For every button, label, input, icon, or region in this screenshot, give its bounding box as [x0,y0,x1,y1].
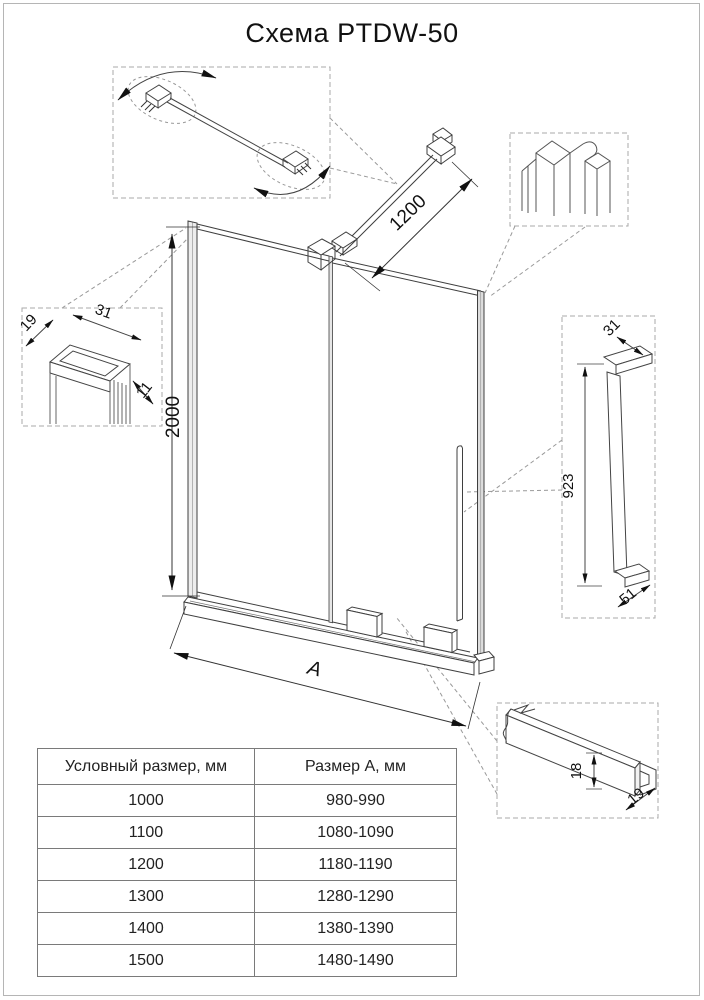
rotation-arrow-right [254,166,330,194]
page-title: Схема PTDW-50 [245,18,459,48]
cell-nominal: 1300 [38,881,255,913]
size-table [37,748,457,977]
column-header-size-a: Размер А, мм [255,749,457,785]
dim-height-label: 2000 [163,395,184,439]
column-header-nominal-size: Условный размер, мм [38,749,255,785]
table-row [38,785,457,817]
cell-nominal: 1500 [38,945,255,977]
detail-bottom-rail [503,705,656,810]
dim-1200-line [372,179,472,278]
table-row [38,881,457,913]
fixed-panel [197,224,333,623]
dim-wall-profile-glass-label: 11 [132,378,156,402]
cell-size-a: 1480-1490 [255,945,457,977]
main-drawing [184,128,494,675]
dim-rail-height-label: 18 [568,762,585,780]
detail-support-bar [118,67,332,199]
size-table-header-row [38,749,457,785]
cell-size-a: 1380-1390 [255,913,457,945]
dim-handle-bottom-label: 51 [616,584,640,609]
cell-nominal: 1400 [38,913,255,945]
detail-handle [560,316,652,609]
dim-handle-height-label: 923 [560,473,577,499]
sliding-door [333,258,485,660]
wall-profile [188,221,197,598]
dim-wall-profile-depth-label: 19 [16,311,41,335]
dim-rail-depth-label: 19 [624,784,648,809]
dim-handle-top-label: 31 [599,315,624,340]
cell-nominal: 1200 [38,849,255,881]
bar-lines [167,98,288,167]
table-row [38,849,457,881]
rotation-ellipse-left [121,67,203,133]
dim-width-label: A [305,656,324,682]
cell-size-a: 980-990 [255,785,457,817]
cell-nominal: 1000 [38,785,255,817]
detail-top-profile [522,141,610,216]
detail-wall-profile [17,301,156,424]
cell-nominal: 1100 [38,817,255,849]
dim-wall-profile-width-label: 31 [92,300,115,323]
dim-bar-length-label: 1200 [385,190,431,236]
table-row [38,817,457,849]
table-row [38,913,457,945]
cell-size-a: 1180-1190 [255,849,457,881]
rotation-ellipse-right [250,133,332,199]
detail-box-frames [22,67,658,818]
cell-size-a: 1280-1290 [255,881,457,913]
leader-lines [62,118,585,794]
door-handle [457,446,463,621]
table-row [38,945,457,977]
cell-size-a: 1080-1090 [255,817,457,849]
